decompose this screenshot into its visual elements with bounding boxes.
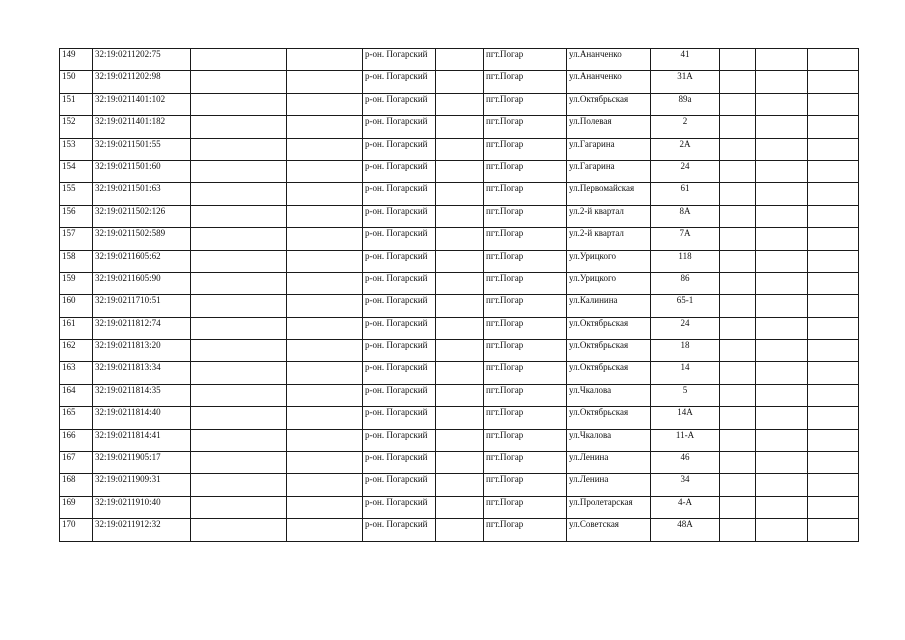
cadastral-number: 32:19:0211905:17 (93, 452, 191, 474)
district-cell: р-он. Погарский (363, 49, 436, 71)
cadastral-number: 32:19:0211202:75 (93, 49, 191, 71)
street-cell: ул.Гагарина (567, 160, 651, 182)
row-number: 163 (60, 362, 93, 384)
empty-cell (756, 160, 808, 182)
empty-cell (720, 407, 756, 429)
settlement-cell: пгт.Погар (484, 519, 567, 541)
row-number: 153 (60, 138, 93, 160)
empty-cell (808, 340, 859, 362)
cadastral-number: 32:19:0211401:182 (93, 116, 191, 138)
district-cell: р-он. Погарский (363, 429, 436, 451)
empty-cell (808, 317, 859, 339)
settlement-cell: пгт.Погар (484, 384, 567, 406)
empty-cell (756, 496, 808, 518)
house-number: 46 (651, 452, 720, 474)
street-cell: ул.Чкалова (567, 384, 651, 406)
empty-cell (808, 116, 859, 138)
empty-cell (436, 474, 484, 496)
table-row (60, 340, 859, 362)
empty-cell (436, 362, 484, 384)
empty-cell (287, 228, 363, 250)
district-cell: р-он. Погарский (363, 116, 436, 138)
empty-cell (756, 49, 808, 71)
empty-cell (287, 496, 363, 518)
empty-cell (720, 429, 756, 451)
settlement-cell: пгт.Погар (484, 160, 567, 182)
empty-cell (191, 71, 287, 93)
row-number: 160 (60, 295, 93, 317)
table-row (60, 474, 859, 496)
empty-cell (808, 272, 859, 294)
street-cell: ул.Октябрьская (567, 340, 651, 362)
empty-cell (808, 362, 859, 384)
cadastral-number: 32:19:0211502:589 (93, 228, 191, 250)
registry-body (60, 49, 859, 542)
district-cell: р-он. Погарский (363, 496, 436, 518)
table-row (60, 362, 859, 384)
house-number: 24 (651, 160, 720, 182)
empty-cell (191, 93, 287, 115)
street-cell: ул.Гагарина (567, 138, 651, 160)
settlement-cell: пгт.Погар (484, 205, 567, 227)
empty-cell (287, 71, 363, 93)
settlement-cell: пгт.Погар (484, 71, 567, 93)
empty-cell (756, 474, 808, 496)
settlement-cell: пгт.Погар (484, 317, 567, 339)
district-cell: р-он. Погарский (363, 183, 436, 205)
district-cell: р-он. Погарский (363, 474, 436, 496)
empty-cell (436, 429, 484, 451)
row-number: 151 (60, 93, 93, 115)
empty-cell (436, 384, 484, 406)
district-cell: р-он. Погарский (363, 250, 436, 272)
settlement-cell: пгт.Погар (484, 272, 567, 294)
empty-cell (756, 317, 808, 339)
cadastral-number: 32:19:0211812:74 (93, 317, 191, 339)
empty-cell (191, 340, 287, 362)
cadastral-number: 32:19:0211401:102 (93, 93, 191, 115)
street-cell: ул.Полевая (567, 116, 651, 138)
settlement-cell: пгт.Погар (484, 250, 567, 272)
empty-cell (720, 49, 756, 71)
empty-cell (756, 340, 808, 362)
empty-cell (287, 407, 363, 429)
empty-cell (287, 250, 363, 272)
district-cell: р-он. Погарский (363, 93, 436, 115)
table-row (60, 49, 859, 71)
empty-cell (191, 116, 287, 138)
table-row (60, 71, 859, 93)
house-number: 24 (651, 317, 720, 339)
table-row (60, 519, 859, 541)
empty-cell (436, 519, 484, 541)
empty-cell (756, 384, 808, 406)
empty-cell (756, 250, 808, 272)
empty-cell (720, 71, 756, 93)
settlement-cell: пгт.Погар (484, 407, 567, 429)
district-cell: р-он. Погарский (363, 452, 436, 474)
house-number: 7А (651, 228, 720, 250)
empty-cell (720, 228, 756, 250)
cadastral-number: 32:19:0211912:32 (93, 519, 191, 541)
cadastral-number: 32:19:0211813:20 (93, 340, 191, 362)
cadastral-number: 32:19:0211202:98 (93, 71, 191, 93)
empty-cell (808, 49, 859, 71)
house-number: 48А (651, 519, 720, 541)
house-number: 86 (651, 272, 720, 294)
cadastral-number: 32:19:0211814:41 (93, 429, 191, 451)
row-number: 156 (60, 205, 93, 227)
house-number: 11-А (651, 429, 720, 451)
row-number: 162 (60, 340, 93, 362)
empty-cell (191, 474, 287, 496)
property-registry-table (59, 48, 859, 542)
empty-cell (756, 407, 808, 429)
street-cell: ул.Ленина (567, 474, 651, 496)
cadastral-number: 32:19:0211605:62 (93, 250, 191, 272)
empty-cell (436, 160, 484, 182)
empty-cell (756, 93, 808, 115)
empty-cell (720, 317, 756, 339)
settlement-cell: пгт.Погар (484, 228, 567, 250)
settlement-cell: пгт.Погар (484, 295, 567, 317)
table-row (60, 205, 859, 227)
empty-cell (756, 228, 808, 250)
empty-cell (191, 138, 287, 160)
empty-cell (808, 474, 859, 496)
empty-cell (191, 160, 287, 182)
row-number: 150 (60, 71, 93, 93)
table-row (60, 160, 859, 182)
empty-cell (436, 452, 484, 474)
empty-cell (720, 496, 756, 518)
street-cell: ул.Октябрьская (567, 407, 651, 429)
empty-cell (436, 71, 484, 93)
street-cell: ул.Ленина (567, 452, 651, 474)
table-row (60, 317, 859, 339)
empty-cell (808, 138, 859, 160)
settlement-cell: пгт.Погар (484, 496, 567, 518)
empty-cell (720, 250, 756, 272)
table-row (60, 295, 859, 317)
empty-cell (436, 228, 484, 250)
district-cell: р-он. Погарский (363, 138, 436, 160)
empty-cell (191, 49, 287, 71)
empty-cell (720, 384, 756, 406)
empty-cell (191, 295, 287, 317)
empty-cell (287, 272, 363, 294)
house-number: 14А (651, 407, 720, 429)
table-row (60, 384, 859, 406)
table-row (60, 228, 859, 250)
empty-cell (808, 160, 859, 182)
table-row (60, 407, 859, 429)
empty-cell (191, 384, 287, 406)
empty-cell (191, 228, 287, 250)
empty-cell (436, 317, 484, 339)
empty-cell (287, 474, 363, 496)
empty-cell (436, 250, 484, 272)
row-number: 167 (60, 452, 93, 474)
empty-cell (756, 362, 808, 384)
street-cell: ул.2-й квартал (567, 205, 651, 227)
empty-cell (756, 183, 808, 205)
empty-cell (191, 429, 287, 451)
empty-cell (287, 138, 363, 160)
table-row (60, 272, 859, 294)
empty-cell (720, 295, 756, 317)
row-number: 149 (60, 49, 93, 71)
empty-cell (436, 183, 484, 205)
empty-cell (191, 205, 287, 227)
empty-cell (808, 71, 859, 93)
house-number: 2А (651, 138, 720, 160)
empty-cell (287, 519, 363, 541)
empty-cell (436, 49, 484, 71)
empty-cell (720, 160, 756, 182)
empty-cell (287, 160, 363, 182)
row-number: 159 (60, 272, 93, 294)
house-number: 34 (651, 474, 720, 496)
empty-cell (436, 496, 484, 518)
street-cell: ул.Пролетарская (567, 496, 651, 518)
house-number: 18 (651, 340, 720, 362)
empty-cell (287, 340, 363, 362)
empty-cell (808, 205, 859, 227)
district-cell: р-он. Погарский (363, 71, 436, 93)
row-number: 155 (60, 183, 93, 205)
street-cell: ул.Ананченко (567, 71, 651, 93)
cadastral-number: 32:19:0211814:40 (93, 407, 191, 429)
street-cell: ул.Урицкого (567, 272, 651, 294)
empty-cell (191, 250, 287, 272)
house-number: 118 (651, 250, 720, 272)
empty-cell (808, 295, 859, 317)
empty-cell (720, 519, 756, 541)
row-number: 161 (60, 317, 93, 339)
settlement-cell: пгт.Погар (484, 362, 567, 384)
cadastral-number: 32:19:0211909:31 (93, 474, 191, 496)
house-number: 8А (651, 205, 720, 227)
empty-cell (720, 340, 756, 362)
empty-cell (287, 384, 363, 406)
district-cell: р-он. Погарский (363, 160, 436, 182)
empty-cell (808, 452, 859, 474)
empty-cell (436, 93, 484, 115)
empty-cell (436, 272, 484, 294)
house-number: 4-А (651, 496, 720, 518)
cadastral-number: 32:19:0211501:55 (93, 138, 191, 160)
table-row (60, 138, 859, 160)
table-row (60, 93, 859, 115)
empty-cell (191, 183, 287, 205)
empty-cell (720, 183, 756, 205)
empty-cell (756, 138, 808, 160)
empty-cell (287, 116, 363, 138)
row-number: 168 (60, 474, 93, 496)
row-number: 166 (60, 429, 93, 451)
district-cell: р-он. Погарский (363, 340, 436, 362)
cadastral-number: 32:19:0211814:35 (93, 384, 191, 406)
row-number: 154 (60, 160, 93, 182)
empty-cell (436, 295, 484, 317)
empty-cell (287, 429, 363, 451)
empty-cell (756, 71, 808, 93)
empty-cell (756, 429, 808, 451)
house-number: 2 (651, 116, 720, 138)
settlement-cell: пгт.Погар (484, 49, 567, 71)
empty-cell (756, 295, 808, 317)
cadastral-number: 32:19:0211813:34 (93, 362, 191, 384)
table-row (60, 116, 859, 138)
empty-cell (808, 384, 859, 406)
house-number: 65-1 (651, 295, 720, 317)
table-row (60, 429, 859, 451)
row-number: 164 (60, 384, 93, 406)
row-number: 170 (60, 519, 93, 541)
empty-cell (756, 452, 808, 474)
district-cell: р-он. Погарский (363, 228, 436, 250)
district-cell: р-он. Погарский (363, 384, 436, 406)
district-cell: р-он. Погарский (363, 519, 436, 541)
empty-cell (720, 205, 756, 227)
empty-cell (287, 49, 363, 71)
empty-cell (287, 295, 363, 317)
empty-cell (720, 362, 756, 384)
table-row (60, 496, 859, 518)
cadastral-number: 32:19:0211501:60 (93, 160, 191, 182)
empty-cell (191, 452, 287, 474)
district-cell: р-он. Погарский (363, 272, 436, 294)
empty-cell (191, 519, 287, 541)
settlement-cell: пгт.Погар (484, 138, 567, 160)
cadastral-number: 32:19:0211605:90 (93, 272, 191, 294)
cadastral-number: 32:19:0211501:63 (93, 183, 191, 205)
row-number: 152 (60, 116, 93, 138)
street-cell: ул.Советская (567, 519, 651, 541)
settlement-cell: пгт.Погар (484, 183, 567, 205)
settlement-cell: пгт.Погар (484, 93, 567, 115)
empty-cell (287, 93, 363, 115)
house-number: 31А (651, 71, 720, 93)
empty-cell (191, 362, 287, 384)
house-number: 41 (651, 49, 720, 71)
street-cell: ул.Октябрьская (567, 93, 651, 115)
empty-cell (720, 93, 756, 115)
empty-cell (436, 340, 484, 362)
street-cell: ул.Урицкого (567, 250, 651, 272)
settlement-cell: пгт.Погар (484, 340, 567, 362)
street-cell: ул.Чкалова (567, 429, 651, 451)
empty-cell (720, 138, 756, 160)
empty-cell (436, 138, 484, 160)
empty-cell (756, 519, 808, 541)
row-number: 157 (60, 228, 93, 250)
empty-cell (191, 272, 287, 294)
empty-cell (191, 407, 287, 429)
empty-cell (287, 452, 363, 474)
empty-cell (287, 205, 363, 227)
row-number: 169 (60, 496, 93, 518)
row-number: 165 (60, 407, 93, 429)
empty-cell (287, 183, 363, 205)
district-cell: р-он. Погарский (363, 295, 436, 317)
street-cell: ул.Ананченко (567, 49, 651, 71)
settlement-cell: пгт.Погар (484, 452, 567, 474)
empty-cell (191, 317, 287, 339)
empty-cell (808, 496, 859, 518)
street-cell: ул.Калинина (567, 295, 651, 317)
empty-cell (436, 407, 484, 429)
empty-cell (808, 519, 859, 541)
street-cell: ул.Октябрьская (567, 317, 651, 339)
house-number: 5 (651, 384, 720, 406)
empty-cell (720, 474, 756, 496)
empty-cell (808, 93, 859, 115)
empty-cell (808, 228, 859, 250)
table-row (60, 250, 859, 272)
house-number: 14 (651, 362, 720, 384)
street-cell: ул.Первомайская (567, 183, 651, 205)
row-number: 158 (60, 250, 93, 272)
empty-cell (287, 362, 363, 384)
empty-cell (720, 272, 756, 294)
empty-cell (756, 205, 808, 227)
district-cell: р-он. Погарский (363, 317, 436, 339)
empty-cell (808, 183, 859, 205)
cadastral-number: 32:19:0211710:51 (93, 295, 191, 317)
empty-cell (287, 317, 363, 339)
empty-cell (720, 452, 756, 474)
table-row (60, 183, 859, 205)
empty-cell (436, 205, 484, 227)
empty-cell (808, 407, 859, 429)
cadastral-number: 32:19:0211502:126 (93, 205, 191, 227)
house-number: 61 (651, 183, 720, 205)
cadastral-number: 32:19:0211910:40 (93, 496, 191, 518)
settlement-cell: пгт.Погар (484, 474, 567, 496)
settlement-cell: пгт.Погар (484, 116, 567, 138)
empty-cell (756, 272, 808, 294)
district-cell: р-он. Погарский (363, 362, 436, 384)
house-number: 89а (651, 93, 720, 115)
settlement-cell: пгт.Погар (484, 429, 567, 451)
empty-cell (191, 496, 287, 518)
street-cell: ул.Октябрьская (567, 362, 651, 384)
empty-cell (756, 116, 808, 138)
street-cell: ул.2-й квартал (567, 228, 651, 250)
district-cell: р-он. Погарский (363, 205, 436, 227)
district-cell: р-он. Погарский (363, 407, 436, 429)
table-row (60, 452, 859, 474)
empty-cell (720, 116, 756, 138)
empty-cell (436, 116, 484, 138)
empty-cell (808, 429, 859, 451)
empty-cell (808, 250, 859, 272)
